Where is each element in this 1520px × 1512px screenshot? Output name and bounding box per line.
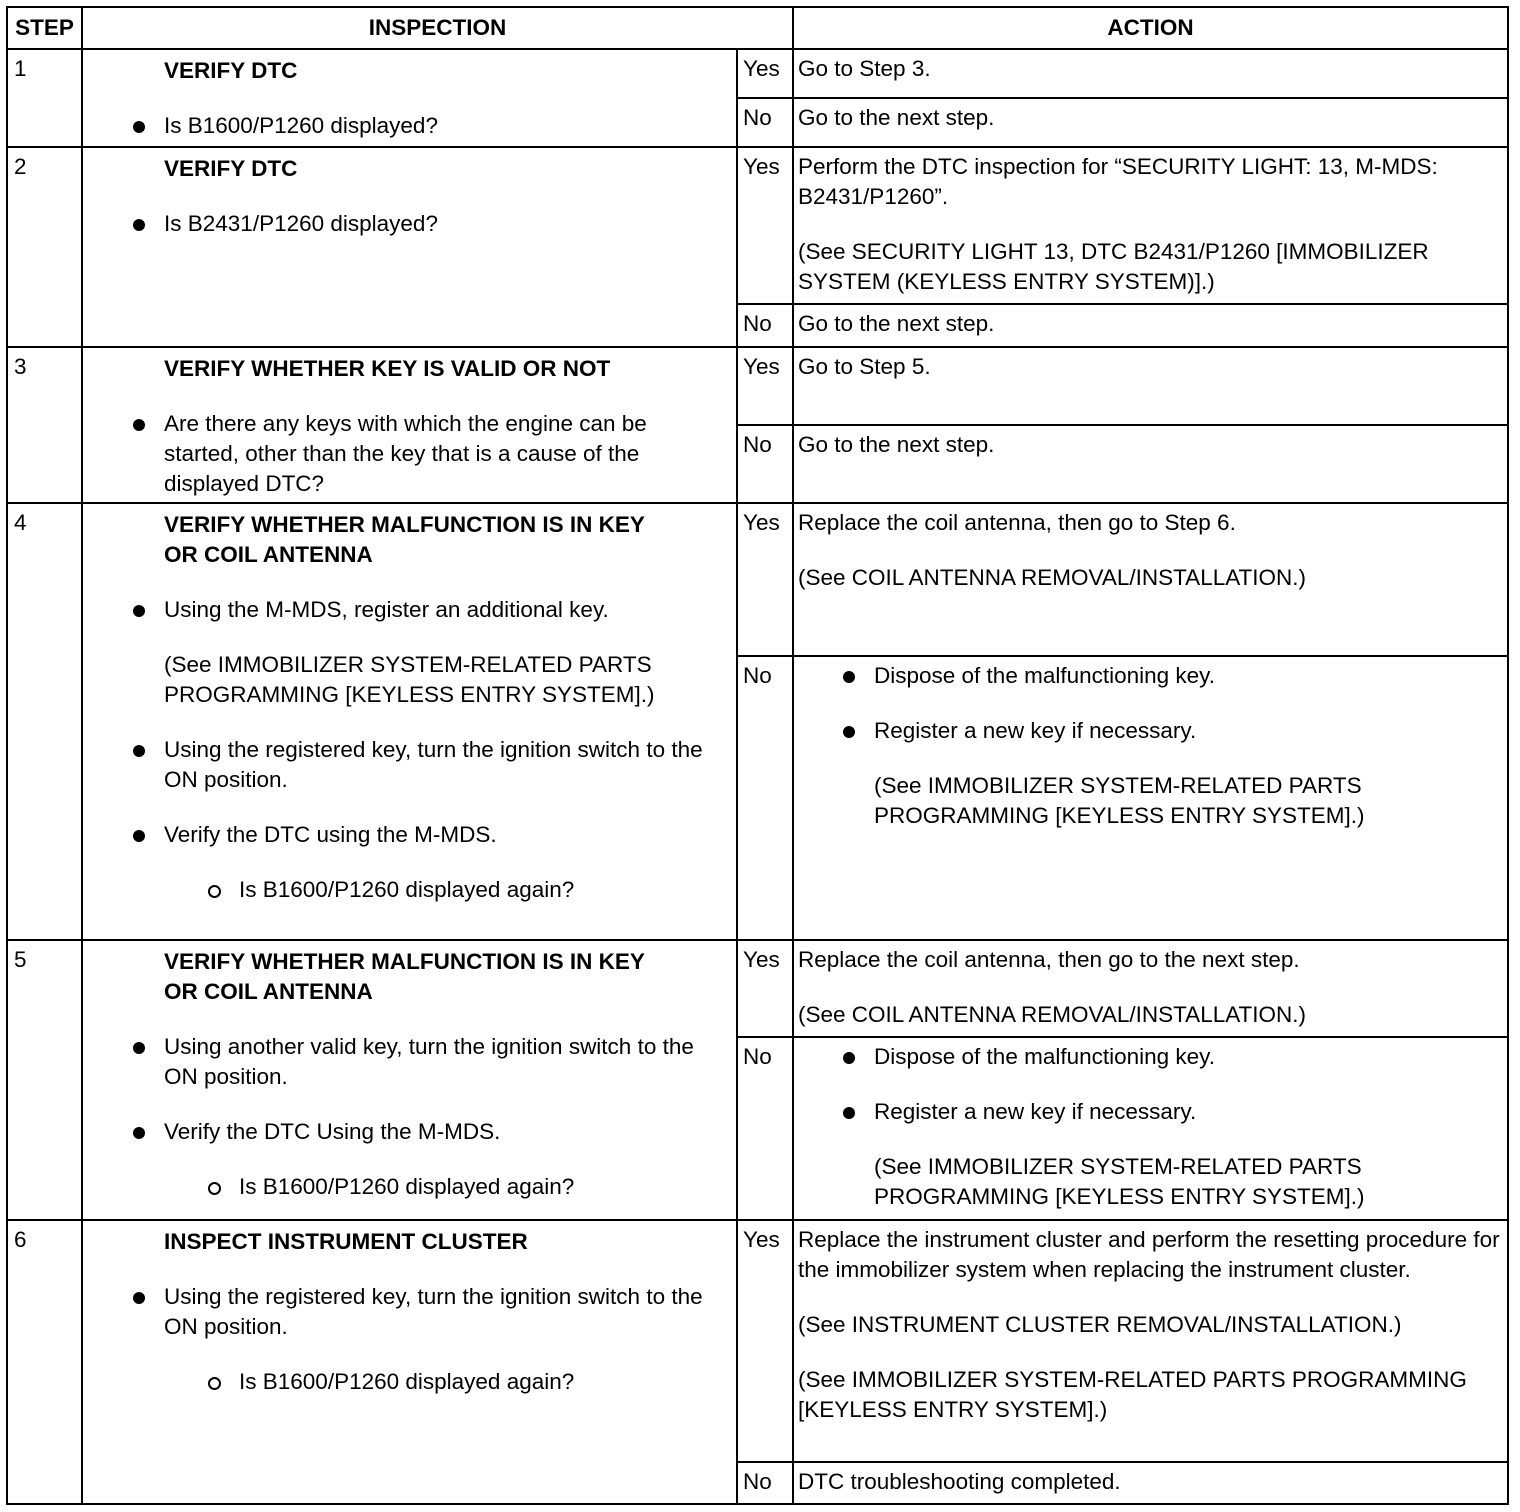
- no-action-cell: [793, 656, 1508, 940]
- inspection-title: INSPECT INSTRUMENT CLUSTER: [164, 1229, 528, 1254]
- header-step: STEP: [7, 7, 82, 49]
- table-row: [7, 147, 1508, 304]
- no-label: No: [737, 425, 793, 503]
- table-row: [7, 503, 1508, 656]
- yes-label: Yes: [737, 347, 793, 425]
- yes-label: Yes: [737, 940, 793, 1037]
- action-text: DTC troubleshooting completed.: [798, 1469, 1121, 1494]
- inspection-title: VERIFY DTC: [164, 58, 298, 83]
- inspection-title: OR COIL ANTENNA: [164, 979, 373, 1004]
- action-reference: (See IMMOBILIZER SYSTEM-RELATED PARTS PROGRAMMING [KEYLESS ENTRY SYSTEM].): [874, 1154, 1365, 1209]
- header-row: [7, 7, 1508, 49]
- action-text: Go to the next step.: [798, 432, 995, 457]
- yes-action-cell: [793, 940, 1508, 1037]
- yes-label: Yes: [737, 503, 793, 656]
- inspection-bullet: Verify the DTC Using the M-MDS.: [164, 1117, 728, 1147]
- no-action-cell: [793, 425, 1508, 503]
- yes-label: Yes: [737, 1220, 793, 1462]
- yes-action-cell: [793, 1220, 1508, 1462]
- no-action-cell: [793, 1462, 1508, 1504]
- header-inspection: INSPECTION: [82, 7, 793, 49]
- yes-action-cell: [793, 347, 1508, 425]
- inspection-cell: [82, 503, 737, 940]
- inspection-bullet: Is B2431/P1260 displayed?: [164, 209, 728, 239]
- inspection-bullet: Are there any keys with which the engine can be started, other than the key that is a cause of the displayed DTC?: [164, 409, 728, 499]
- step-number: 6: [7, 1220, 82, 1504]
- inspection-cell: [82, 347, 737, 503]
- step-number: 2: [7, 147, 82, 347]
- step-number: 1: [7, 49, 82, 147]
- action-text: Replace the coil antenna, then go to the next step.: [798, 947, 1300, 972]
- inspection-question: Is B1600/P1260 displayed again?: [239, 1367, 728, 1397]
- yes-label: Yes: [737, 147, 793, 304]
- yes-label: Yes: [737, 49, 793, 98]
- action-text: Go to the next step.: [798, 105, 995, 130]
- no-label: No: [737, 1037, 793, 1220]
- action-bullet: Dispose of the malfunctioning key.: [874, 661, 1501, 691]
- inspection-title: OR COIL ANTENNA: [164, 542, 373, 567]
- step-number: 3: [7, 347, 82, 503]
- table-row: [7, 49, 1508, 98]
- inspection-cell: [82, 147, 737, 347]
- inspection-cell: [82, 1220, 737, 1504]
- no-action-cell: [793, 304, 1508, 347]
- yes-action-cell: [793, 147, 1508, 304]
- step-number: 5: [7, 940, 82, 1220]
- inspection-cell: [82, 940, 737, 1220]
- action-reference: (See IMMOBILIZER SYSTEM-RELATED PARTS PROGRAMMING [KEYLESS ENTRY SYSTEM].): [798, 1367, 1467, 1422]
- yes-action-cell: [793, 49, 1508, 98]
- inspection-title: VERIFY WHETHER MALFUNCTION IS IN KEY: [164, 512, 645, 537]
- no-action-cell: [793, 98, 1508, 147]
- inspection-question: Is B1600/P1260 displayed again?: [239, 1172, 728, 1202]
- table-row: [7, 347, 1508, 425]
- table-row: [7, 1220, 1508, 1462]
- inspection-cell: [82, 49, 737, 147]
- action-bullet: Register a new key if necessary.: [874, 1097, 1501, 1127]
- action-bullet: Dispose of the malfunctioning key.: [874, 1042, 1501, 1072]
- inspection-question: Is B1600/P1260 displayed again?: [239, 875, 728, 905]
- step-number: 4: [7, 503, 82, 940]
- action-bullet: Register a new key if necessary.: [874, 716, 1501, 746]
- no-label: No: [737, 304, 793, 347]
- action-text: Replace the instrument cluster and perform the resetting procedure for the immobilizer system when replacing the instrument cluster.: [798, 1227, 1500, 1282]
- inspection-bullet: Using another valid key, turn the ignition switch to the ON position.: [164, 1032, 728, 1092]
- action-text: Go to Step 5.: [798, 354, 931, 379]
- action-reference: (See IMMOBILIZER SYSTEM-RELATED PARTS PROGRAMMING [KEYLESS ENTRY SYSTEM].): [874, 773, 1365, 828]
- yes-action-cell: [793, 503, 1508, 656]
- action-reference: (See COIL ANTENNA REMOVAL/INSTALLATION.): [798, 565, 1307, 590]
- inspection-title: VERIFY DTC: [164, 156, 298, 181]
- action-reference: (See INSTRUMENT CLUSTER REMOVAL/INSTALLATION.): [798, 1312, 1402, 1337]
- header-action: ACTION: [793, 7, 1508, 49]
- action-text: Go to Step 3.: [798, 56, 931, 81]
- table-row: [7, 940, 1508, 1037]
- inspection-reference: (See IMMOBILIZER SYSTEM-RELATED PARTS PROGRAMMING [KEYLESS ENTRY SYSTEM].): [164, 652, 655, 707]
- no-label: No: [737, 98, 793, 147]
- inspection-title: VERIFY WHETHER MALFUNCTION IS IN KEY: [164, 949, 645, 974]
- no-label: No: [737, 1462, 793, 1504]
- inspection-title: VERIFY WHETHER KEY IS VALID OR NOT: [164, 356, 611, 381]
- inspection-bullet: Verify the DTC using the M-MDS.: [164, 820, 728, 850]
- action-reference: (See COIL ANTENNA REMOVAL/INSTALLATION.): [798, 1002, 1307, 1027]
- no-label: No: [737, 656, 793, 940]
- action-text: Go to the next step.: [798, 311, 995, 336]
- inspection-bullet: Using the registered key, turn the ignition switch to the ON position.: [164, 735, 728, 795]
- action-text: Perform the DTC inspection for “SECURITY LIGHT: 13, M-MDS: B2431/P1260”.: [798, 154, 1438, 209]
- inspection-bullet: Using the registered key, turn the ignition switch to the ON position.: [164, 1282, 728, 1342]
- action-text: Replace the coil antenna, then go to Step 6.: [798, 510, 1236, 535]
- no-action-cell: [793, 1037, 1508, 1220]
- inspection-bullet: Is B1600/P1260 displayed?: [164, 111, 728, 141]
- inspection-bullet: Using the M-MDS, register an additional key.: [164, 595, 728, 625]
- troubleshooting-table: [6, 6, 1509, 1505]
- action-reference: (See SECURITY LIGHT 13, DTC B2431/P1260 [IMMOBILIZER SYSTEM (KEYLESS ENTRY SYSTEM)].): [798, 239, 1429, 294]
